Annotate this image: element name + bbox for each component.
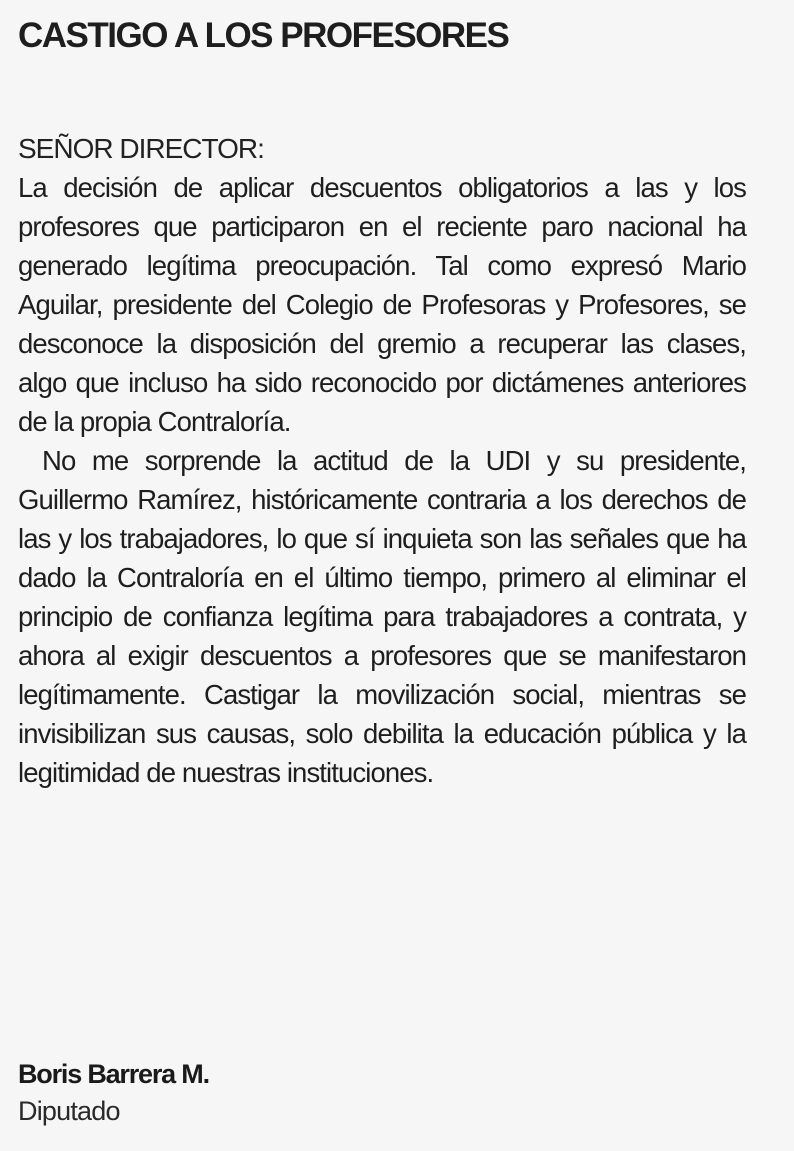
letter-salutation: SEÑOR DIRECTOR: (18, 133, 264, 164)
letter-body (18, 168, 746, 792)
letter-title: CASTIGO A LOS PROFESORES (18, 16, 509, 55)
author-name: Boris Barrera M. (18, 1059, 209, 1089)
letter-signature (18, 1056, 209, 1130)
author-role: Diputado (18, 1096, 120, 1126)
letter-paragraph-1: La decisión de aplicar descuentos obligatorios a las y los profesores que participaron en el reciente paro nacional ha generado legítima preocupación. Tal como expresó Mario Aguilar, presidente del Colegio de Profesoras y Profesores, se desconoce la disposición del gremio a recuperar las clases, algo que incluso ha sido reconocido por dictámenes anteriores de la propia Contraloría. (18, 172, 746, 437)
letter-paragraph-2: No me sorprende la actitud de la UDI y su presidente, Guillermo Ramírez, históricamente contraria a los derechos de las y los trabajadores, lo que sí inquieta son las señales que ha dado la Contraloría en el último tiempo, primero al eliminar el principio de confianza legítima para trabajadores a contrata, y ahora al exigir descuentos a profesores que se manifestaron legítimamente. Castigar la movilización social, mientras se invisibilizan sus causas, solo debilita la educación pública y la legitimidad de nuestras instituciones. (18, 445, 746, 788)
